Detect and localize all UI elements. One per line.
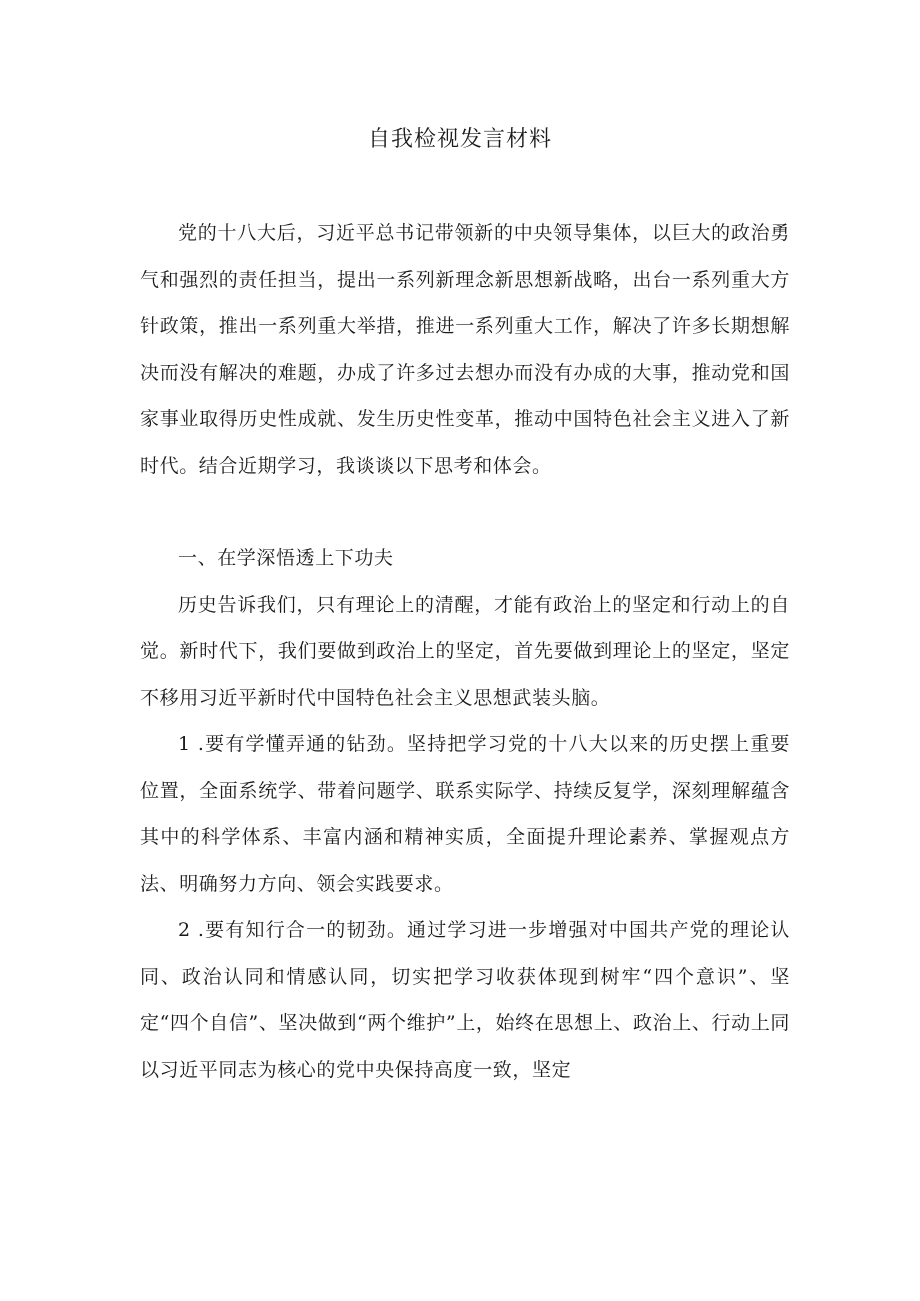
document-body	[140, 210, 790, 1093]
section-heading: 一、在学深悟透上下功夫	[178, 547, 394, 569]
document-title: 自我检视发言材料	[367, 127, 552, 152]
intro-paragraph: 党的十八大后，习近平总书记带领新的中央领导集体，以巨大的政治勇气和强烈的责任担当，提出一系列新理念新思想新战略，出台一系列重大方针政策，推出一系列重大举措，推进一系列重大工作，解决了许多长期想解决而没有解决的难题，办成了许多过去想办而没有办成的大事，推动党和国家事业取得历史性成就、发生历史性变革，推动中国特色社会主义进入了新时代。结合近期学习，我谈谈以下思考和体会。	[140, 222, 790, 477]
point-1-paragraph: 1 .要有学懂弄通的钻劲。坚持把学习党的十八大以来的历史摆上重要位置，全面系统学、带着问题学、联系实际学、持续反复学，深刻理解蕴含其中的科学体系、丰富内涵和精神实质，全面提升理论素养、掌握观点方法、明确努力方向、领会实践要求。	[140, 733, 790, 895]
point-2-paragraph: 2 .要有知行合一的韧劲。通过学习进一步增强对中国共产党的理论认同、政治认同和情感认同，切实把学习收获体现到树牢“四个意识”、坚定“四个自信”、坚决做到“两个维护”上，始终在思想上、政治上、行动上同以习近平同志为核心的党中央保持高度一致，坚定	[140, 919, 790, 1081]
section-paragraph: 历史告诉我们，只有理论上的清醒，才能有政治上的坚定和行动上的自觉。新时代下，我们要做到政治上的坚定，首先要做到理论上的坚定，坚定不移用习近平新时代中国特色社会主义思想武装头脑。	[140, 593, 790, 709]
